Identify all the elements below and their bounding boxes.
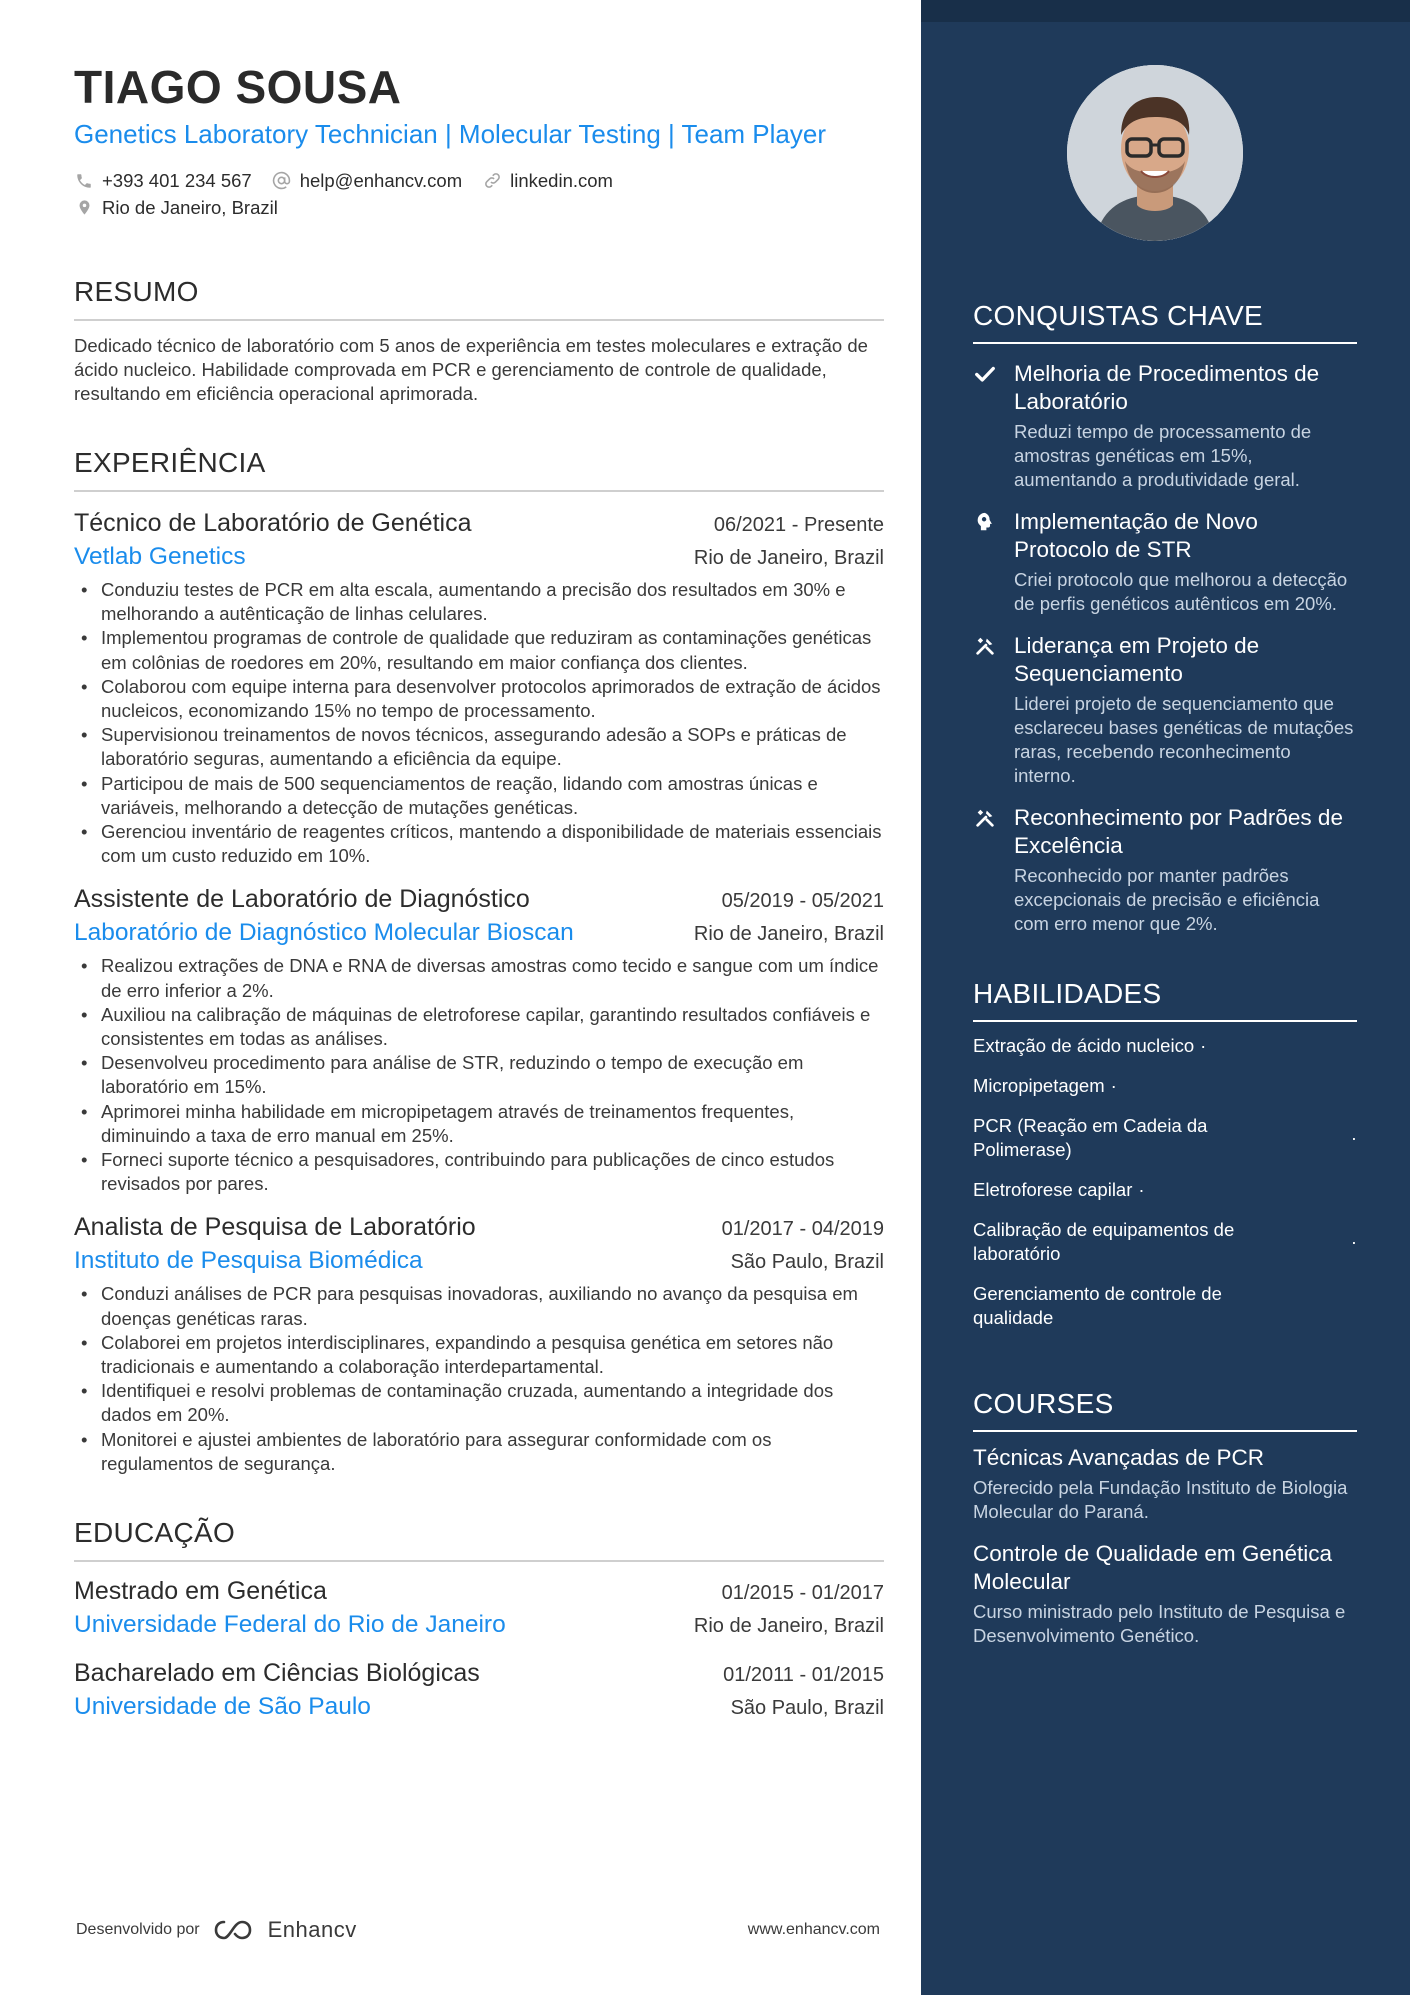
achievement-item	[973, 632, 1357, 788]
list-item: • Desenvolveu procedimento para análise de STR, reduzindo o tempo de execução em laboratório em 15%.	[74, 1051, 884, 1099]
job-title: Assistente de Laboratório de Diagnóstico	[74, 885, 530, 914]
job-entry	[74, 506, 884, 868]
list-item: • Auxiliou na calibração de máquinas de eletroforese capilar, garantindo resultados confiáveis e consistentes em todas as análises.	[74, 1003, 884, 1051]
skill-text: PCR (Reação em Cadeia da Polimerase)	[973, 1115, 1208, 1160]
job-bullets	[74, 578, 884, 868]
company-name: Laboratório de Diagnóstico Molecular Bioscan	[74, 919, 574, 947]
skill-item	[973, 1114, 1357, 1162]
education-entry	[74, 1656, 884, 1724]
tools-icon	[973, 634, 997, 658]
location-pin-icon	[74, 198, 94, 218]
education-section	[74, 1516, 884, 1724]
degree: Bacharelado em Ciências Biológicas	[74, 1659, 480, 1688]
job-dates: 06/2021 - Presente	[713, 514, 884, 536]
course-title: Controle de Qualidade em Genética Molecular	[973, 1541, 1332, 1594]
skills-section	[973, 976, 1357, 1330]
website-link[interactable]: www.enhancv.com	[747, 1921, 880, 1938]
skill-item	[973, 1178, 1357, 1202]
sidebar	[921, 0, 1410, 1995]
section-title: EDUCAÇÃO	[74, 1516, 884, 1562]
skill-item	[973, 1074, 1357, 1098]
achievement-title: Melhoria de Procedimentos de Laboratório	[1014, 361, 1320, 414]
brand-logo[interactable]	[212, 1917, 357, 1943]
course-title: Técnicas Avançadas de PCR	[973, 1445, 1264, 1470]
job-title: Analista de Pesquisa de Laboratório	[74, 1213, 476, 1242]
achievement-title: Liderança em Projeto de Sequenciamento	[1014, 633, 1260, 686]
linkedin-text: linkedin.com	[510, 170, 613, 191]
education-entry	[74, 1574, 884, 1642]
skill-text: Gerenciamento de controle de qualidade	[973, 1283, 1222, 1328]
contact-email[interactable]	[272, 167, 462, 194]
tools-icon	[973, 806, 997, 830]
skill-text: Extração de ácido nucleico	[973, 1035, 1195, 1056]
infinity-logo-icon	[212, 1918, 258, 1942]
skill-separator: ·	[1350, 1127, 1357, 1148]
skill-text: Calibração de equipamentos de laboratório	[973, 1219, 1235, 1264]
school-location: São Paulo, Brazil	[730, 1697, 884, 1720]
list-item: • Forneci suporte técnico a pesquisadores, contribuindo para publicações de cinco estudos revisados por pares.	[74, 1148, 884, 1196]
headline: Genetics Laboratory Technician | Molecular Testing | Team Player	[74, 119, 827, 149]
list-item: • Identifiquei e resolvi problemas de contaminação cruzada, aumentando a integridade dos dados em 20%.	[74, 1379, 884, 1427]
section-title: EXPERIÊNCIA	[74, 446, 884, 492]
skill-separator: ·	[1110, 1075, 1117, 1096]
contact-location	[74, 194, 278, 221]
list-item: • Monitorei e ajustei ambientes de laboratório para assegurar conformidade com os regulamentos de segurança.	[74, 1428, 884, 1476]
summary-text: Dedicado técnico de laboratório com 5 anos de experiência em testes moleculares e extração de ácido nucleico. Habilidade comprovada em PCR e gerenciamento de controle de qualidade, resultando em eficiência operacional aprimorada.	[74, 335, 868, 404]
at-sign-icon	[272, 171, 292, 191]
achievement-desc: Reconhecido por manter padrões excepcionais de precisão e eficiência com erro menor que 2%.	[1014, 865, 1320, 934]
list-item: • Conduziu testes de PCR em alta escala, aumentando a precisão dos resultados em 30% e melhorando a autênticação de linhas celulares.	[74, 578, 884, 626]
list-item: • Supervisionou treinamentos de novos técnicos, assegurando adesão a SOPs e práticas de laboratório seguras, aumentando a eficiência da equipe.	[74, 723, 884, 771]
job-bullets	[74, 1282, 884, 1476]
achievement-item	[973, 360, 1357, 492]
brand-name: Enhancv	[267, 1917, 357, 1942]
skill-separator: ·	[1350, 1231, 1357, 1252]
job-bullets	[74, 954, 884, 1196]
candidate-name: TIAGO SOUSA	[74, 61, 402, 113]
contact-info	[74, 167, 884, 221]
main-column	[74, 60, 884, 1724]
skill-separator: ·	[1138, 1179, 1145, 1200]
check-icon	[973, 362, 997, 386]
summary-section	[74, 275, 884, 406]
company-name: Instituto de Pesquisa Biomédica	[74, 1247, 423, 1275]
achievement-title: Reconhecimento por Padrões de Excelência	[1014, 805, 1343, 858]
degree: Mestrado em Genética	[74, 1577, 327, 1606]
phone-text: +393 401 234 567	[102, 170, 252, 191]
achievement-desc: Reduzi tempo de processamento de amostras genéticas em 15%, aumentando a produtividade geral.	[1014, 421, 1312, 490]
achievement-title: Implementação de Novo Protocolo de STR	[1014, 509, 1258, 562]
school-location: Rio de Janeiro, Brazil	[693, 1615, 884, 1638]
education-dates: 01/2011 - 01/2015	[723, 1664, 884, 1687]
job-title: Técnico de Laboratório de Genética	[74, 509, 472, 537]
avatar	[1067, 65, 1243, 241]
experience-section	[74, 446, 884, 1476]
skill-separator: ·	[1200, 1035, 1207, 1056]
course-item	[973, 1444, 1357, 1524]
job-location: Rio de Janeiro, Brazil	[693, 547, 884, 569]
list-item: • Implementou programas de controle de qualidade que reduziram as contaminações genéticas em colônias de roedores em 20%, resultando em maior confiança dos clientes.	[74, 626, 884, 674]
powered-by-text: Desenvolvido por	[76, 1921, 200, 1938]
skill-item	[973, 1218, 1357, 1266]
courses-section	[973, 1386, 1357, 1648]
course-desc: Curso ministrado pelo Instituto de Pesquisa e Desenvolvimento Genético.	[973, 1601, 1346, 1646]
skill-text: Micropipetagem	[973, 1075, 1105, 1096]
skill-text: Eletroforese capilar	[973, 1179, 1133, 1200]
phone-icon	[74, 171, 94, 191]
education-dates: 01/2015 - 01/2017	[721, 1582, 884, 1605]
achievement-item	[973, 804, 1357, 936]
list-item: • Colaborou com equipe interna para desenvolver protocolos aprimorados de extração de ácidos nucleicos, economizando 15% no tempo de processamento.	[74, 675, 884, 723]
section-title: RESUMO	[74, 275, 884, 321]
section-title: HABILIDADES	[973, 976, 1357, 1022]
section-title: CONQUISTAS CHAVE	[973, 298, 1357, 344]
school-name: Universidade de São Paulo	[74, 1693, 371, 1721]
company-name: Vetlab Genetics	[74, 543, 246, 570]
course-desc: Oferecido pela Fundação Instituto de Biologia Molecular do Paraná.	[973, 1477, 1348, 1522]
section-title: COURSES	[973, 1386, 1357, 1432]
achievement-desc: Criei protocolo que melhorou a detecção de perfis genéticos autênticos em 20%.	[1014, 569, 1348, 614]
contact-linkedin[interactable]	[482, 167, 613, 194]
achievement-desc: Liderei projeto de sequenciamento que esclareceu bases genéticas de mutações raras, recebendo reconhecimento interno.	[1014, 693, 1354, 786]
job-dates: 05/2019 - 05/2021	[721, 890, 884, 913]
achievements-section	[973, 298, 1357, 936]
job-location: Rio de Janeiro, Brazil	[693, 923, 884, 946]
job-entry	[74, 1210, 884, 1476]
job-entry	[74, 882, 884, 1196]
skill-list	[973, 1034, 1357, 1330]
school-name: Universidade Federal do Rio de Janeiro	[74, 1611, 506, 1639]
sidebar-content	[973, 298, 1357, 1648]
list-item: • Gerenciou inventário de reagentes críticos, mantendo a disponibilidade de materiais essenciais com um custo reduzido em 10%.	[74, 820, 884, 868]
skill-item	[973, 1282, 1357, 1330]
list-item: • Colaborei em projetos interdisciplinares, expandindo a pesquisa genética em setores não tradicionais e aumentando a colaboração interdepartamental.	[74, 1331, 884, 1379]
list-item: • Conduzi análises de PCR para pesquisas inovadoras, auxiliando no avanço da pesquisa em doenças genéticas raras.	[74, 1282, 884, 1330]
email-text: help@enhancv.com	[299, 170, 463, 191]
skill-item	[973, 1034, 1357, 1058]
footer	[76, 1914, 880, 1946]
job-dates: 01/2017 - 04/2019	[721, 1218, 884, 1241]
list-item: • Aprimorei minha habilidade em micropipetagem através de treinamentos frequentes, diminuindo a taxa de erro manual em 25%.	[74, 1100, 884, 1148]
achievement-item	[973, 508, 1357, 616]
sidebar-top-band	[921, 0, 1410, 22]
contact-phone[interactable]	[74, 167, 252, 194]
brain-bulb-icon	[973, 510, 997, 534]
link-icon	[482, 171, 502, 191]
list-item: • Participou de mais de 500 sequenciamentos de reação, lidando com amostras únicas e variáveis, melhorando a detecção de mutações genéticas.	[74, 772, 884, 820]
list-item: • Realizou extrações de DNA e RNA de diversas amostras como tecido e sangue com um índice de erro inferior a 2%.	[74, 954, 884, 1002]
job-location: São Paulo, Brazil	[730, 1251, 884, 1274]
location-text: Rio de Janeiro, Brazil	[102, 197, 278, 218]
course-item	[973, 1540, 1357, 1648]
